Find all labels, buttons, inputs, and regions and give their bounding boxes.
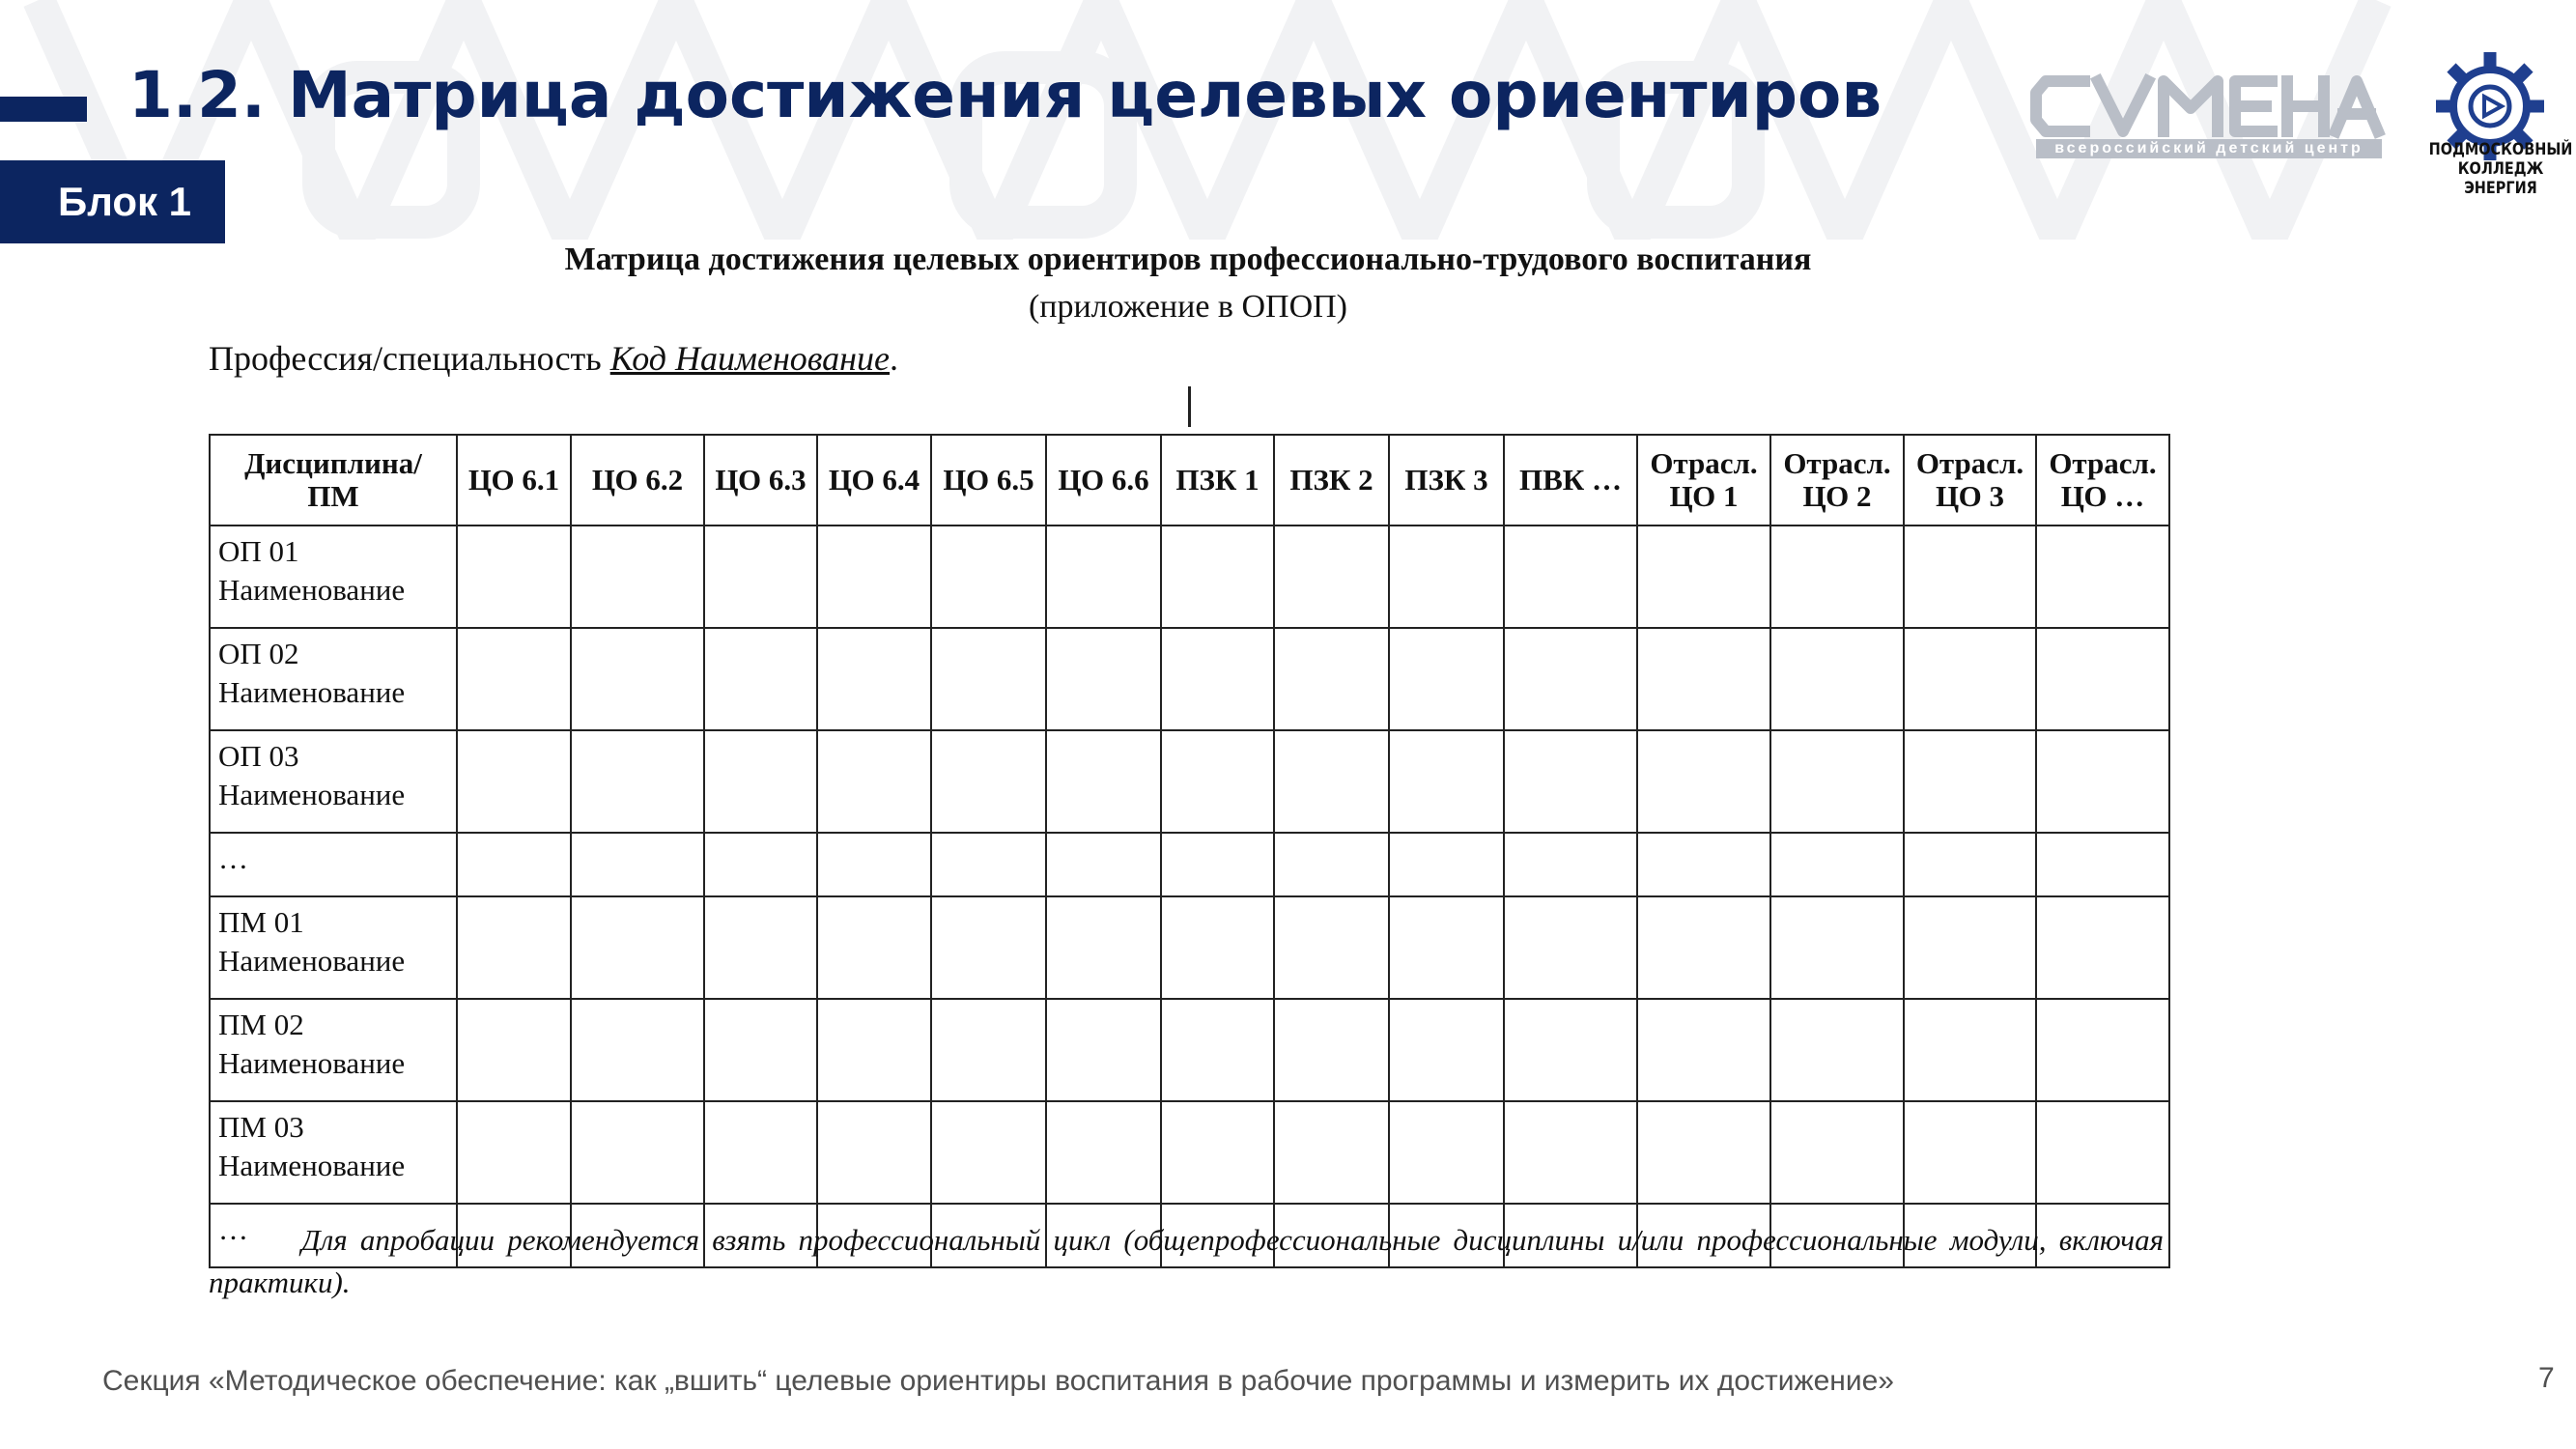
matrix-cell	[704, 896, 817, 999]
row-header-cell: ОП 03 Наименование	[210, 730, 457, 833]
column-header: ЦО 6.4	[817, 435, 931, 526]
matrix-cell	[1389, 1101, 1504, 1204]
matrix-cell	[1161, 896, 1274, 999]
profession-label: Профессия/специальность	[209, 339, 602, 378]
column-header: ПЗК 2	[1274, 435, 1389, 526]
matrix-cell	[457, 526, 571, 628]
matrix-cell	[931, 1101, 1046, 1204]
matrix-cell	[931, 628, 1046, 730]
matrix-cell	[1274, 526, 1389, 628]
matrix-cell	[817, 999, 931, 1101]
column-header: ПВК …	[1504, 435, 1637, 526]
smena-logo-subtitle: всероссийский детский центр	[2036, 139, 2382, 158]
matrix-cell	[1161, 999, 1274, 1101]
matrix-cell	[1161, 628, 1274, 730]
matrix-cell	[1637, 730, 1770, 833]
matrix-cell	[1904, 1101, 2036, 1204]
matrix-cell	[1904, 730, 2036, 833]
matrix-cell	[704, 526, 817, 628]
matrix-cell	[1904, 526, 2036, 628]
matrix-cell	[1637, 833, 1770, 896]
table-row	[210, 1101, 2169, 1204]
matrix-cell	[1274, 730, 1389, 833]
matrix-cell	[1046, 628, 1161, 730]
column-header: Дисциплина/ ПМ	[210, 435, 457, 526]
row-header-cell: …	[210, 833, 457, 896]
profession-line	[209, 338, 898, 379]
matrix-cell	[1504, 628, 1637, 730]
matrix-cell	[1637, 1101, 1770, 1204]
matrix-cell	[817, 1101, 931, 1204]
column-header: ЦО 6.5	[931, 435, 1046, 526]
matrix-cell	[931, 526, 1046, 628]
matrix-cell	[1161, 833, 1274, 896]
matrix-cell	[571, 730, 704, 833]
profession-end: .	[890, 339, 899, 378]
matrix-cell	[457, 1101, 571, 1204]
matrix-cell	[1274, 1101, 1389, 1204]
matrix-cell	[704, 833, 817, 896]
matrix-cell	[1504, 833, 1637, 896]
table-header-row	[210, 435, 2169, 526]
matrix-cell	[1770, 833, 1904, 896]
column-header: ЦО 6.6	[1046, 435, 1161, 526]
matrix-cell	[457, 628, 571, 730]
column-header: Отрасл. ЦО 2	[1770, 435, 1904, 526]
matrix-cell	[1274, 833, 1389, 896]
matrix-cell	[1637, 999, 1770, 1101]
table-row	[210, 833, 2169, 896]
matrix-cell	[1274, 999, 1389, 1101]
matrix-cell	[1389, 730, 1504, 833]
matrix-cell	[1046, 999, 1161, 1101]
matrix-cell	[2036, 896, 2169, 999]
row-header-cell: ПМ 01 Наименование	[210, 896, 457, 999]
matrix-cell	[571, 628, 704, 730]
matrix-cell	[1274, 628, 1389, 730]
matrix-cell	[2036, 628, 2169, 730]
matrix-cell	[571, 896, 704, 999]
table-row	[210, 999, 2169, 1101]
table-row	[210, 526, 2169, 628]
matrix-cell	[817, 628, 931, 730]
matrix-cell	[1770, 730, 1904, 833]
slide-title: 1.2. Матрица достижения целевых ориентиров	[128, 58, 1882, 132]
document-title: Матрица достижения целевых ориентиров профессионально-трудового воспитания	[564, 242, 1812, 277]
table-row	[210, 730, 2169, 833]
row-header-cell: …	[210, 1204, 457, 1267]
matrix-cell	[1046, 833, 1161, 896]
matrix-table	[209, 434, 2170, 1268]
matrix-cell	[1770, 896, 1904, 999]
matrix-cell	[1904, 896, 2036, 999]
matrix-cell	[931, 999, 1046, 1101]
matrix-cell	[931, 730, 1046, 833]
matrix-cell	[2036, 526, 2169, 628]
matrix-cell	[704, 1101, 817, 1204]
matrix-cell	[817, 526, 931, 628]
matrix-cell	[1904, 999, 2036, 1101]
matrix-cell	[457, 730, 571, 833]
table-row	[210, 628, 2169, 730]
matrix-cell	[1770, 999, 1904, 1101]
column-header: ЦО 6.1	[457, 435, 571, 526]
matrix-cell	[571, 833, 704, 896]
column-header: Отрасл. ЦО 1	[1637, 435, 1770, 526]
matrix-cell	[1770, 628, 1904, 730]
matrix-cell	[1161, 730, 1274, 833]
matrix-cell	[1389, 833, 1504, 896]
document-note: Для апробации рекомендуется взять профессиональный цикл (общепрофессиональные дисциплины и/или профессиональные модули, включая практики).	[209, 1223, 2164, 1299]
matrix-cell	[571, 526, 704, 628]
matrix-cell	[1637, 526, 1770, 628]
matrix-cell	[1770, 526, 1904, 628]
matrix-cell	[817, 833, 931, 896]
profession-code: Код Наименование	[609, 339, 891, 378]
matrix-cell	[571, 999, 704, 1101]
block-label: Блок 1	[0, 160, 225, 243]
matrix-cell	[817, 896, 931, 999]
matrix-cell	[1389, 628, 1504, 730]
matrix-cell	[817, 730, 931, 833]
column-header: ЦО 6.2	[571, 435, 704, 526]
matrix-cell	[1046, 1101, 1161, 1204]
column-header: ЦО 6.3	[704, 435, 817, 526]
matrix-cell	[1504, 730, 1637, 833]
matrix-cell	[1504, 999, 1637, 1101]
matrix-cell	[1161, 1101, 1274, 1204]
footer-section-title: Секция «Методическое обеспечение: как „вшить“ целевые ориентиры воспитания в рабочие программы и измерить их достижение»	[102, 1365, 1894, 1397]
matrix-cell	[2036, 1101, 2169, 1204]
matrix-cell	[1504, 526, 1637, 628]
row-header-cell: ПМ 03 Наименование	[210, 1101, 457, 1204]
matrix-cell	[931, 833, 1046, 896]
matrix-cell	[1389, 999, 1504, 1101]
document-subtitle: (приложение в ОПОП)	[1028, 289, 1348, 325]
matrix-cell	[1637, 896, 1770, 999]
matrix-cell	[1389, 526, 1504, 628]
matrix-cell	[1389, 896, 1504, 999]
matrix-cell	[1046, 730, 1161, 833]
matrix-cell	[571, 1101, 704, 1204]
matrix-cell	[2036, 999, 2169, 1101]
matrix-cell	[1046, 526, 1161, 628]
column-header: ПЗК 3	[1389, 435, 1504, 526]
accent-bar	[0, 97, 87, 122]
matrix-cell	[1904, 628, 2036, 730]
matrix-cell	[704, 628, 817, 730]
matrix-cell	[457, 999, 571, 1101]
row-header-cell: ПМ 02 Наименование	[210, 999, 457, 1101]
matrix-cell	[2036, 730, 2169, 833]
row-header-cell: ОП 01 Наименование	[210, 526, 457, 628]
matrix-cell	[1046, 896, 1161, 999]
column-header: Отрасл. ЦО …	[2036, 435, 2169, 526]
matrix-cell	[704, 730, 817, 833]
college-logo-text: ПОДМОСКОВНЫЙ КОЛЛЕДЖ ЭНЕРГИЯ	[2428, 140, 2573, 198]
matrix-cell	[2036, 833, 2169, 896]
column-header: ПЗК 1	[1161, 435, 1274, 526]
matrix-cell	[1274, 896, 1389, 999]
matrix-cell	[1770, 1101, 1904, 1204]
matrix-cell	[1161, 526, 1274, 628]
matrix-cell	[931, 896, 1046, 999]
row-header-cell: ОП 02 Наименование	[210, 628, 457, 730]
column-header: Отрасл. ЦО 3	[1904, 435, 2036, 526]
matrix-cell	[1904, 833, 2036, 896]
matrix-cell	[1504, 896, 1637, 999]
page-number: 7	[2538, 1362, 2555, 1394]
matrix-cell	[704, 999, 817, 1101]
matrix-cell	[457, 833, 571, 896]
table-row	[210, 896, 2169, 999]
matrix-cell	[1504, 1101, 1637, 1204]
matrix-cell	[457, 896, 571, 999]
text-cursor	[1188, 386, 1191, 427]
matrix-cell	[1637, 628, 1770, 730]
